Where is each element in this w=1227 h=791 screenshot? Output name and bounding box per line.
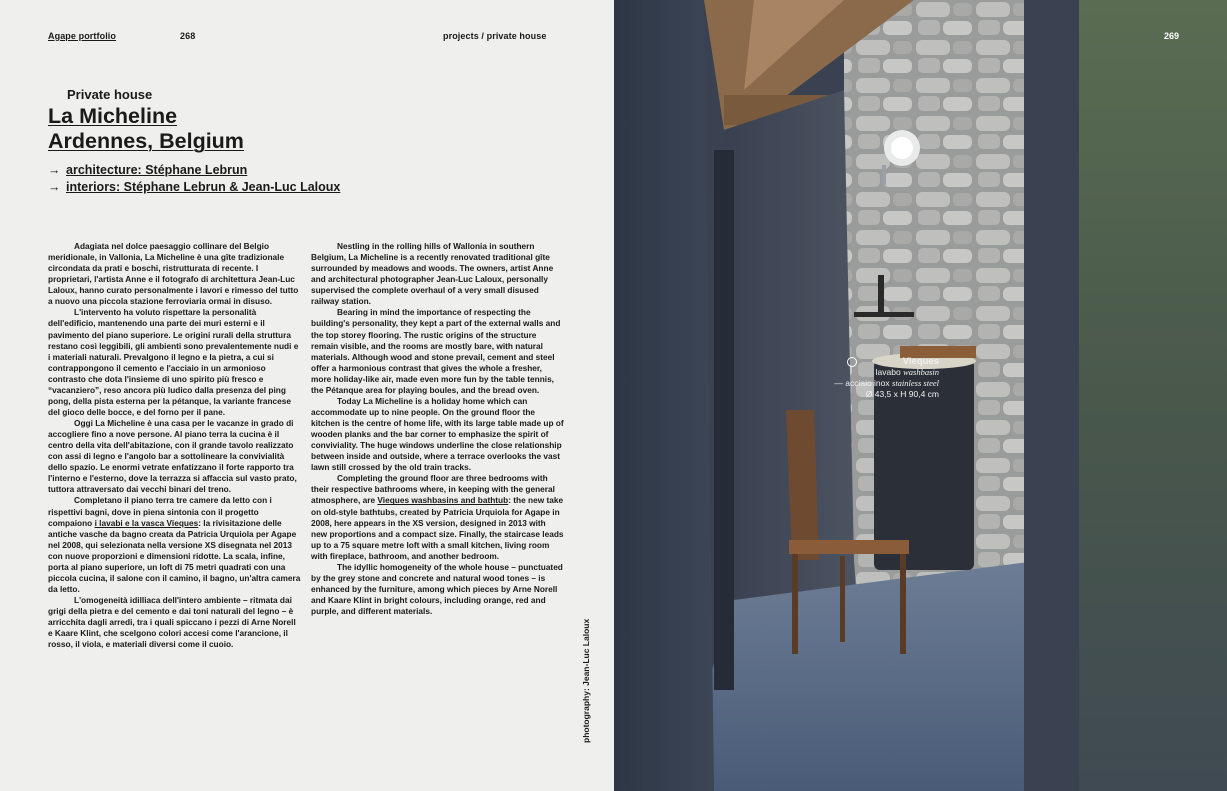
product-name: Vieques	[902, 356, 939, 367]
italian-paragraph: L'intervento ha voluto rispettare la personalità dell'edificio, mantenendo una parte dei muri esterni e il pavimento del piano superiore. Le origini rurali della struttura restano così leggibili, gli ambienti sono prevalentemente nudi e i materiali naturali. Prevalgono il legno e la pietra, a cui si contrappongono il cemento e l'acciaio in un armonioso contrasto che dota l'insieme di uno spirito più fresco e “vacanziero”, reso ancora più ludico dalla presenza del ping pong, della pista esterna per la pétanque, la variante francese del gioco delle bocce, e del forno per il pane.	[48, 307, 299, 417]
vieques-link-en[interactable]: Vieques washbasins and bathtub	[377, 495, 509, 506]
product-marker-icon[interactable]	[847, 357, 857, 367]
italian-paragraph: Oggi La Micheline è una casa per le vacanze in grado di accogliere fino a nove persone. Al piano terra la cucina è il centro della vita dell'abitazione, con il grande tavolo realizzato con assi di legno e l'angolo bar a sottolineare la convivialità dello spazio. Le enormi vetrate enfatizzano il forte rapporto tra l'interno e l'esterno, dove la terrazza si affaccia sul vasto prato, tuttora attraversato dai vecchi binari del treno.	[48, 418, 297, 495]
left-page-number: 268	[180, 31, 196, 41]
right-page-photo	[614, 0, 1227, 791]
italian-paragraph: L'omogeneità idilliaca dell'intero ambiente – ritmata dai grigi della pietra e del cemento e dai toni naturali del legno – è arricchita dagli arredi, tra i quali spiccano i pezzi di Arne Norell e Kaare Klint, che scelgono colori accesi come l'arancione, il rosso, il viola, e materiali diversi come il cuoio.	[48, 595, 296, 650]
credit-architecture: → architecture: Stéphane Lebrun	[48, 163, 248, 177]
article-credits	[48, 162, 340, 196]
title-line-1: La Micheline	[48, 104, 178, 128]
article-kicker: Private house	[67, 87, 153, 102]
publication-title: Agape portfolio	[48, 31, 116, 41]
english-paragraph: Today La Micheline is a holiday home which can accommodate up to nine people. On the ground floor the kitchen is the centre of home life, with its large table made up of wooden planks and the bar corner to emphasize the spirit of conviviality. The huge windows underline the close relationship between inside and outside, where a terrace overlooks the vast lawn still crossed by the old train tracks.	[311, 395, 564, 473]
english-text-column	[311, 241, 564, 617]
product-dimensions: Ø 43,5 x H 90,4 cm	[865, 389, 939, 399]
english-paragraph: The idyllic homogeneity of the whole house – punctuated by the grey stone and concrete and natural wood tones – is enhanced by the furniture, among which pieces by Arne Norell and Kaare Klint in bright colours, including orange, red and purple, and different materials.	[311, 561, 563, 617]
italian-text-column	[48, 241, 301, 650]
photo-credit: photography: Jean-Luc Laloux	[581, 618, 591, 743]
article-title	[48, 104, 244, 154]
arrow-icon: →	[48, 163, 61, 177]
credit-interiors: → interiors: Stéphane Lebrun & Jean-Luc Laloux	[48, 180, 341, 194]
italian-paragraph: Completano il piano terra tre camere da letto con i rispettivi bagni, dove in piena sintonia con il progetto compaiono i lavabi e la vasca Vieques: la rivisitazione delle antiche vasche da bagno creata da Patricia Urquiola per Agape nel 2008, qui selezionata nella versione XS disegnata nel 2013 con nuove proporzioni e dimensioni ridotte. La scala, infine, porta al piano superiore, un loft di 75 metri quadrati con una piccola cucina, il salone con il camino, il bagno, un'altra camera da letto.	[48, 495, 301, 594]
arrow-icon: →	[48, 180, 61, 194]
title-line-2: Ardennes, Belgium	[48, 129, 244, 153]
english-paragraph: Nestling in the rolling hills of Wallonia in southern Belgium, La Micheline is a recently renovated traditional gîte surrounded by meadows and woods. The owners, artist Anne and architectural photographer Jean-Luc Laloux, personally supervised the complete overhaul of a very small disused railway station.	[311, 241, 554, 307]
product-label	[714, 356, 939, 400]
product-material: — acciaio inox stainless steel	[834, 378, 939, 388]
english-paragraph: Bearing in mind the importance of respecting the building's personality, they kept a part of the external walls and the top storey flooring. The rustic origins of the structure remain visible, and the rooms are mostly bare, with natural materials. Although wood and stone prevail, cement and steel offer a harmonious contrast that gives the whole a fresher, more holiday-like air, made even more fun by the table tennis, the Pétanque area for playing boules, and the bread oven.	[311, 307, 561, 395]
right-page-number: 269	[1163, 31, 1179, 41]
vieques-link-it[interactable]: i lavabi e la vasca Vieques	[94, 517, 199, 528]
product-type: lavabo washbasin	[875, 367, 939, 377]
english-paragraph: Completing the ground floor are three bedrooms with their respective bathrooms where, in keeping with the general atmosphere, are Vieques washbasins and bathtub: the new take on old-style bathtubs, created by Patricia Urquiola for Agape in 2008, here appears in the XS version, designed in 2013 with new proportions and a compact size. Finally, the staircase leads up to a 75 square metre loft with a small kitchen, living room with fireplace, bathroom, and another bedroom.	[311, 473, 564, 561]
section-label: projects / private house	[443, 31, 547, 41]
italian-paragraph: Adagiata nel dolce paesaggio collinare del Belgio meridionale, in Vallonia, La Micheline è una gîte tradizionale circondata da prati e boschi, ristrutturata di recente. I proprietari, l'artista Anne e il fotografo di architettura Jean-Luc Laloux, hanno curato personalmente i lavori e rimesso del tutto a nuovo una piccola stazione ferroviaria ormai in disuso.	[48, 241, 299, 307]
